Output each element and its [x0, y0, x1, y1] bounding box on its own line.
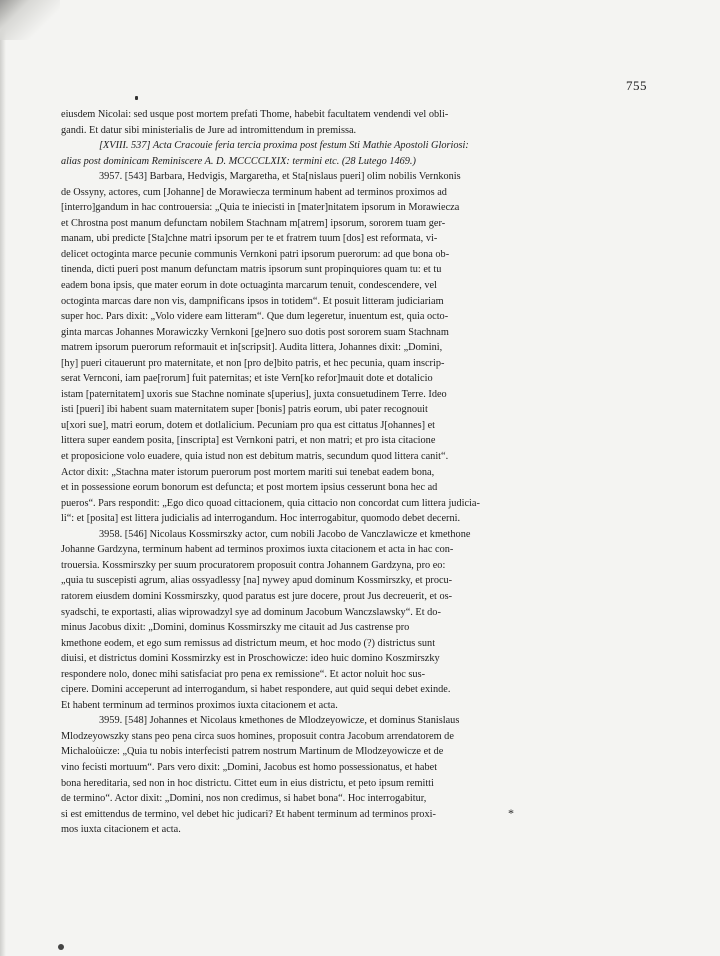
text-line: isti [pueri] ibi habent suam maternitatem super [bonis] patris eorum, ubi pater recognouit [61, 404, 428, 416]
text-line: Mlodzeyowszky stans peo pena circa suos homines, proposuit contra Jacobum arrendatorem de [61, 730, 454, 742]
text-line: [hy] pueri citauerunt pro maternitate, et non [pro de]bito patris, et hec pecunia, quam inscrip- [61, 357, 445, 369]
text-line: respondere nolo, donec mihi satisfaciat pro pena ex remissione“. Et actor noluit hoc sus- [61, 668, 426, 680]
text-line: Actor dixit: „Stachna mater istorum puerorum post mortem mariti sui tenebat eadem bona, [61, 466, 435, 478]
page-number: 755 [626, 78, 647, 93]
text-line: et in possessione eorum bonorum est defuncta; et post mortem ipsius cesserunt bona hec ad [61, 482, 438, 494]
text-line: istam [paternitatem] uxoris sue Stachne nominate s[uperius], juxta consuetudinem Terre. Ideo [61, 388, 447, 400]
text-line: cipere. Domini acceperunt ad interrogandum, si habet respondere, aut quid sequi debet exinde. [61, 684, 451, 696]
text-line: si est emittendus de termino, vel debet hic judicari? Et habent terminum ad terminos proxi- [61, 808, 436, 820]
text-line: ginta marcas Johannes Morawiczky Vernkoni [ge]nero suo dotis post sororem suam Stachnam [61, 326, 449, 338]
text-line: 3957. [543] Barbara, Hedvigis, Margaretha, et Sta[nislaus pueri] olim nobilis Vernkonis [99, 171, 461, 183]
text-line: minus Jacobus dixit: „Domini, dominus Kossmirszky me citauit ad Jus castrense pro [61, 622, 410, 634]
text-line: eadem bona ipsis, que mater eorum in dote octuaginta marcarum tenuit, condescendere, vel [61, 280, 437, 292]
text-line: littera super eandem posita, [inscripta] est Vernkoni patri, et non matri; et pro ista citacione [61, 435, 436, 447]
text-line: de termino“. Actor dixit: „Domini, nos non credimus, si habet bona“. Hoc interrogabitur, [61, 793, 427, 805]
text-line: Michaloùicze: „Quia tu nobis interfecisti patrem nostrum Martinum de Mlodzeyowicze et de [61, 746, 444, 758]
text-line: et Chrostna post manum defunctam nobilem Stachnam m[atrem] ipsorum, sororem tuam ger- [61, 217, 446, 229]
text-line: de Ossyny, actores, cum [Johanne] de Morawiecza terminum habent ad terminos proximos ad [61, 186, 447, 198]
scan-speck [58, 944, 64, 950]
document-body [61, 107, 665, 838]
text-line: Et habent terminum ad terminos proximos iuxta citacionem et acta. [61, 699, 338, 711]
text-line: matrem ipsorum puerorum reformauit et in[scripsit]. Audita littera, Johannes dixit: „Domini, [61, 342, 443, 354]
text-line: tinenda, dicti pueri post manum defunctam matris ipsorum sunt propinquiores quam tu: et tu [61, 264, 442, 276]
text-line: syadschi, te exportasti, alias wiprowadzyl sye ad dominum Jacobum Wanczslawsky“. Et do- [61, 606, 441, 618]
text-line: [XVIII. 537] Acta Cracouie feria tercia proxima post festum Sti Mathie Apostoli Gloriosi: [99, 140, 469, 152]
text-line: manam, ubi predicte [Sta]chne matri ipsorum per te et fratrem tuum [dos] est reformata, vi- [61, 233, 438, 245]
text-line: alias post dominicam Reminiscere A. D. MCCCCLXIX: termini etc. (28 Lutego 1469.) [61, 155, 416, 167]
text-line: delicet octoginta marce pecunie communis Vernkoni patri ipsorum puerorum: ad que bona ob- [61, 248, 450, 260]
text-line: et proposicione volo euadere, quia istud non est debitum matris, secundum quod littera canit“. [61, 451, 449, 463]
text-line: serat Vernconi, iam pae[rorum] fuit paternitas; et iste Vern[ko refor]mauit dote et dotalicio [61, 373, 433, 385]
speck-mark [135, 96, 138, 100]
scan-corner-shadow [0, 0, 60, 40]
text-line: diuisi, et districtus domini Kossmirzky est in Proschowicze: ideo huic domino Koszmirszky [61, 653, 440, 665]
end-mark: * [508, 806, 514, 820]
text-line: bona hereditaria, sed non in hoc districtu. Cittet eum in eius districtu, et peto ipsum remitti [61, 777, 434, 789]
text-line: [interro]gandum in hac controuersia: „Quia te iniecisti in [mater]nitatem ipsorum in Morawiecza [61, 202, 460, 214]
text-line: u[xori sue], matri eorum, dotem et dotlalicium. Pecuniam pro qua est cittatus J[ohannes] et [61, 419, 436, 431]
text-line: trouersia. Kossmirszky per suum procuratorem proposuit contra Johannem Gardzyna, pro eo: [61, 559, 446, 571]
text-line: gandi. Et datur sibi ministerialis de Jure ad intromittendum in premissa. [61, 124, 357, 136]
text-line: super hoc. Pars dixit: „Volo videre eam litteram“. Que dum legeretur, inuentum est, quia octo- [61, 311, 449, 323]
text-line: pueros“. Pars respondit: „Ego dico quoad cittacionem, quia cittacio non concordat cum littera judicia- [61, 497, 480, 509]
text-line: Johanne Gardzyna, terminum habent ad terminos proximos iuxta citacionem et acta in hac con- [61, 544, 454, 556]
text-line: „quia tu suscepisti agrum, alias ossyadlessy [na] nywey apud dominum Kossmirszky, et procu- [61, 575, 453, 587]
text-line: octoginta marcas dare non vis, dampnificans ipsos in totidem“. Et posuit litteram judiciariam [61, 295, 444, 307]
scan-edge [0, 0, 6, 956]
text-line: ratorem eiusdem domini Kossmirszky, quod paratus est jure docere, prout Jus decreuerit, et os- [61, 590, 453, 602]
text-line: mos iuxta citacionem et acta. [61, 824, 181, 836]
text-line: vino fecisti mortuum“. Pars vero dixit: „Domini, Jacobus est homo possessionatus, et habet [61, 761, 438, 773]
text-line: 3958. [546] Nicolaus Kossmirszky actor, cum nobili Jacobo de Vanczlawicze et kmethone [99, 528, 471, 540]
text-line: kmethone eodem, et ego sum remissus ad districtum meum, et hoc modo (?) districtus sunt [61, 637, 436, 649]
text-line: li“: et [posita] est littera judicialis ad interrogandum. Hoc interrogabitur, quomodo debet decerni. [61, 513, 461, 525]
text-line: eiusdem Nicolai: sed usque post mortem prefati Thome, habebit facultatem vendendi vel obli- [61, 109, 449, 120]
text-line: 3959. [548] Johannes et Nicolaus kmethones de Mlodzeyowicze, et dominus Stanislaus [99, 715, 460, 727]
